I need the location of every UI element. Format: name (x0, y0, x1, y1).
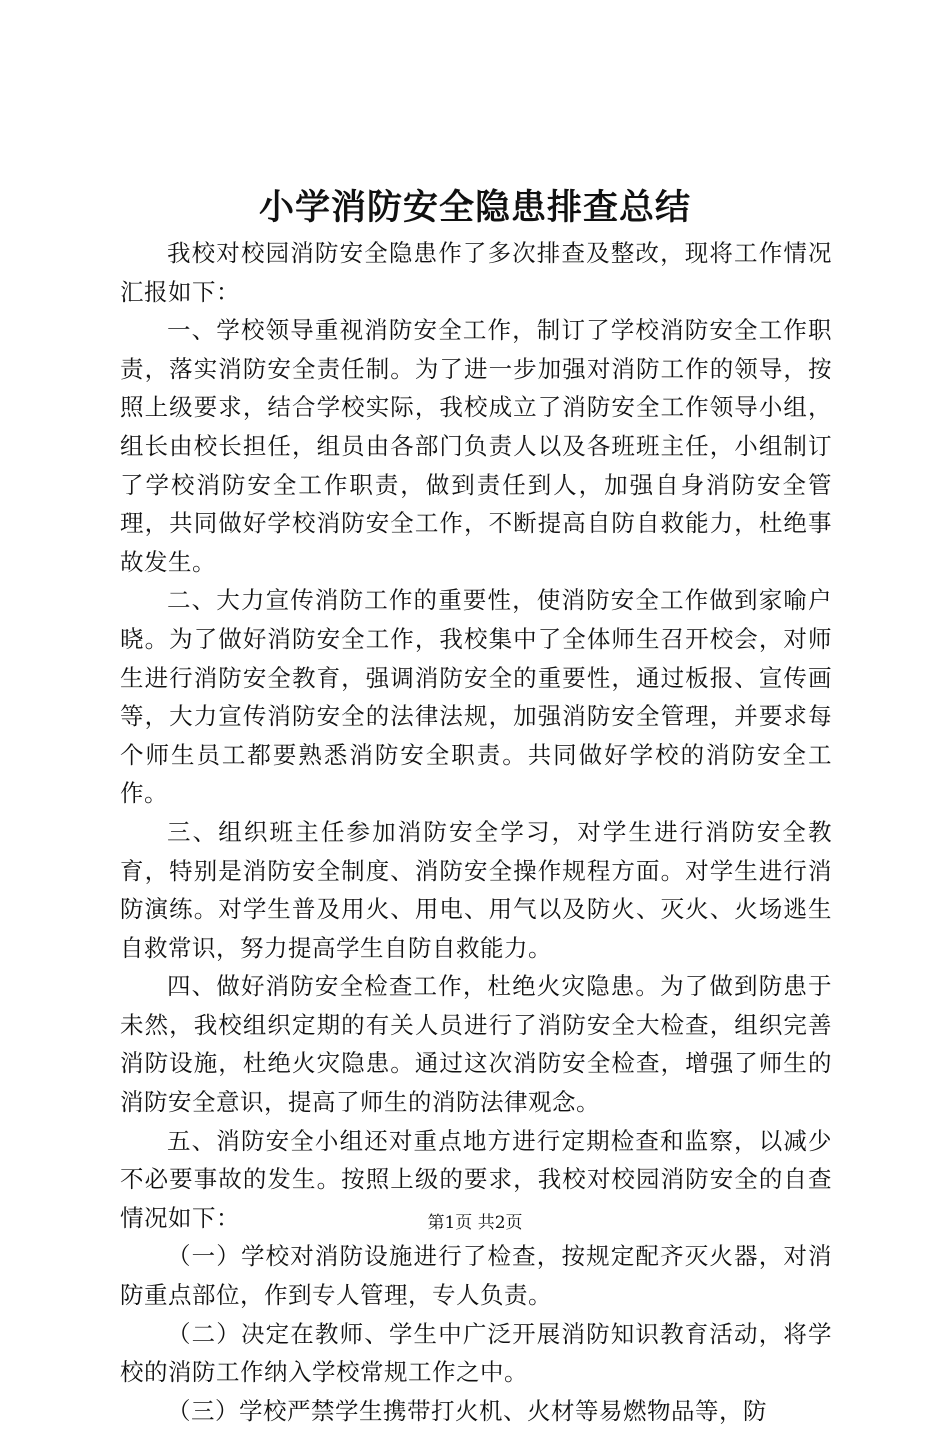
paragraph-item-2: （二）决定在教师、学生中广泛开展消防知识教育活动，将学校的消防工作纳入学校常规工作之中。 (120, 1319, 832, 1387)
document-title: 小学消防安全隐患排查总结 (258, 188, 691, 228)
paragraph-section-1: 一、学校领导重视消防安全工作，制订了学校消防安全工作职责，落实消防安全责任制。为了进一步加强对消防工作的领导，按照上级要求，结合学校实际，我校成立了消防安全工作领导小组，组长由校长担任，组员由各部门负责人以及各班班主任，小组制订了学校消防安全工作职责，做到责任到人，加强自身消防安全管理，共同做好学校消防安全工作，不断提高自防自救能力，杜绝事故发生。 (120, 316, 832, 576)
paragraph-item-3: （三）学校严禁学生携带打火机、火材等易燃物品等，防 (167, 1396, 767, 1425)
paragraph-section-2: 二、大力宣传消防工作的重要性，使消防安全工作做到家喻户晓。为了做好消防安全工作，我校集中了全体师生召开校会，对师生进行消防安全教育，强调消防安全的重要性，通过板报、宣传画等，大力宣传消防安全的法律法规，加强消防安全管理，并要求每个师生员工都要熟悉消防安全职责。共同做好学校的消防安全工作。 (120, 586, 832, 808)
paragraph-intro: 我校对校园消防安全隐患作了多次排查及整改，现将工作情况汇报如下： (120, 239, 832, 306)
page-number-footer: 第1页 共2页 (427, 1213, 523, 1233)
paragraph-item-1: （一）学校对消防设施进行了检查，按规定配齐灭火器，对消防重点部位，作到专人管理，专人负责。 (120, 1242, 832, 1310)
paragraph-section-5: 五、消防安全小组还对重点地方进行定期检查和监察，以减少不必要事故的发生。按照上级的要求，我校对校园消防安全的自查情况如下： (120, 1126, 832, 1232)
document-body (120, 234, 832, 1430)
paragraph-section-4: 四、做好消防安全检查工作，杜绝火灾隐患。为了做到防患于未然，我校组织定期的有关人员进行了消防安全大检查，组织完善消防设施，杜绝火灾隐患。通过这次消防安全检查，增强了师生的消防安全意识，提高了师生的消防法律观念。 (120, 972, 832, 1117)
paragraph-section-3: 三、组织班主任参加消防安全学习，对学生进行消防安全教育，特别是消防安全制度、消防安全操作规程方面。对学生进行消防演练。对学生普及用火、用电、用气以及防火、灭火、火场逃生自救常识，努力提高学生自防自救能力。 (120, 817, 832, 962)
